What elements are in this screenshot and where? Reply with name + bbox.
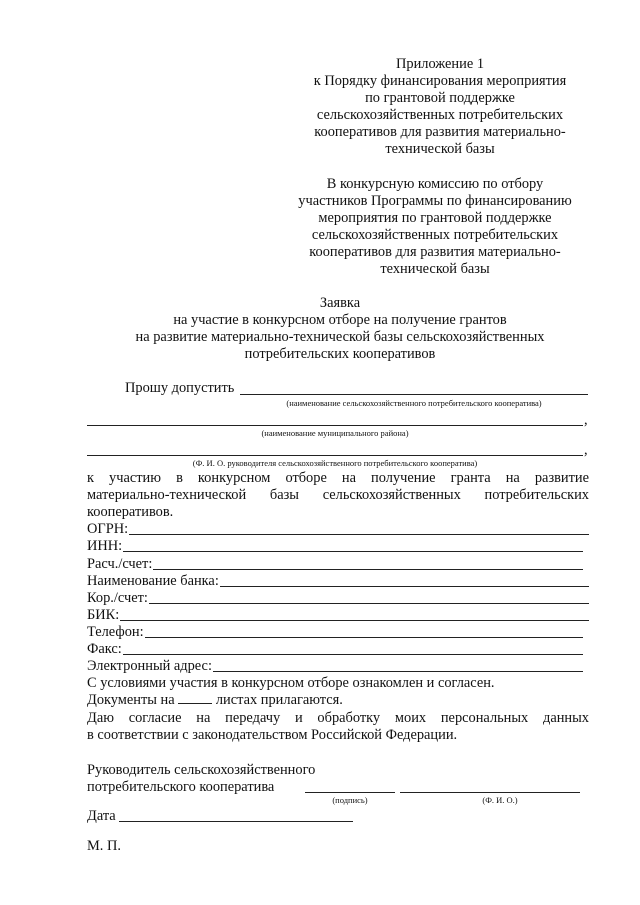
- appendix-line: кооперативов для развития материально-: [314, 124, 566, 140]
- signature-caption: (подпись): [332, 795, 368, 805]
- appendix-line: по грантовой поддержке: [365, 90, 515, 106]
- field-fax-label: Факс:: [87, 641, 122, 657]
- request-label: Прошу допустить: [125, 380, 235, 396]
- docs-pages-blank[interactable]: [178, 692, 212, 704]
- addressee-line: технической базы: [380, 261, 490, 277]
- signer-role: потребительского кооператива: [87, 779, 275, 795]
- coop-name-caption: (наименование сельскохозяйственного потребительского кооператива): [286, 398, 542, 408]
- field-corr-account-label: Кор./счет:: [87, 590, 148, 606]
- field-email-label: Электронный адрес:: [87, 658, 212, 674]
- title-line: на развитие материально-технической базы сельскохозяйственных: [135, 329, 545, 345]
- addressee-line: сельскохозяйственных потребительских: [311, 227, 559, 243]
- docs-after: листах прилагаются.: [215, 692, 343, 708]
- addressee-line: кооперативов для развития материально-: [309, 244, 561, 260]
- field-fax[interactable]: [87, 641, 583, 658]
- addressee-line: мероприятия по грантовой поддержке: [318, 210, 552, 226]
- consent-line: Даю согласие на передачу и обработку моих персональных данных: [87, 710, 589, 726]
- field-bik-label: БИК:: [87, 607, 120, 623]
- field-bik[interactable]: [87, 607, 589, 624]
- field-ogrn-label: ОГРН:: [87, 521, 129, 537]
- field-bank[interactable]: [87, 573, 589, 590]
- title-heading: Заявка: [319, 295, 361, 311]
- body-line: материально-технической базы сельскохозяйственных потребительских: [87, 487, 589, 503]
- date-line[interactable]: [119, 821, 353, 822]
- signer-role: Руководитель сельскохозяйственного: [87, 762, 316, 778]
- appendix-line: технической базы: [385, 141, 495, 157]
- field-inn-label: ИНН:: [87, 538, 123, 554]
- signer-name-line[interactable]: [400, 792, 580, 793]
- signer-name-caption: (Ф. И. О.): [482, 795, 518, 805]
- appendix-line: Приложение 1: [395, 56, 485, 72]
- agree-statement: С условиями участия в конкурсном отборе ознакомлен и согласен.: [87, 675, 495, 691]
- field-ogrn[interactable]: [87, 521, 589, 538]
- field-phone[interactable]: [87, 624, 583, 641]
- district-caption: (наименование муниципального района): [261, 428, 409, 438]
- docs-statement: [87, 692, 343, 709]
- stamp-place: М. П.: [87, 838, 121, 854]
- date-label: Дата: [87, 808, 116, 824]
- signature-line[interactable]: [305, 792, 395, 793]
- coop-name-line[interactable]: [240, 394, 588, 395]
- head-name-comma: ,: [584, 442, 588, 458]
- head-name-caption: (Ф. И. О. руководителя сельскохозяйственного потребительского кооператива): [192, 458, 478, 468]
- addressee-line: участников Программы по финансированию: [298, 193, 572, 209]
- field-bank-label: Наименование банка:: [87, 573, 219, 589]
- field-email[interactable]: [87, 658, 583, 675]
- field-inn[interactable]: [87, 538, 583, 555]
- field-phone-label: Телефон:: [87, 624, 144, 640]
- district-line[interactable]: [87, 425, 583, 426]
- appendix-line: к Порядку финансирования мероприятия: [313, 73, 567, 89]
- field-account-label: Расч./счет:: [87, 556, 153, 572]
- district-comma: ,: [584, 412, 588, 428]
- title-line: на участие в конкурсном отборе на получение грантов: [173, 312, 507, 328]
- head-name-line[interactable]: [87, 455, 583, 456]
- docs-before: Документы на: [87, 692, 175, 708]
- field-account[interactable]: [87, 556, 583, 573]
- body-line: кооперативов.: [87, 504, 174, 520]
- title-line: потребительских кооперативов: [244, 346, 436, 362]
- field-corr-account[interactable]: [87, 590, 589, 607]
- body-line: к участию в конкурсном отборе на получение гранта на развитие: [87, 470, 589, 486]
- addressee-line: В конкурсную комиссию по отбору: [326, 176, 544, 192]
- consent-line: в соответствии с законодательством Российской Федерации.: [87, 727, 458, 743]
- appendix-line: сельскохозяйственных потребительских: [316, 107, 564, 123]
